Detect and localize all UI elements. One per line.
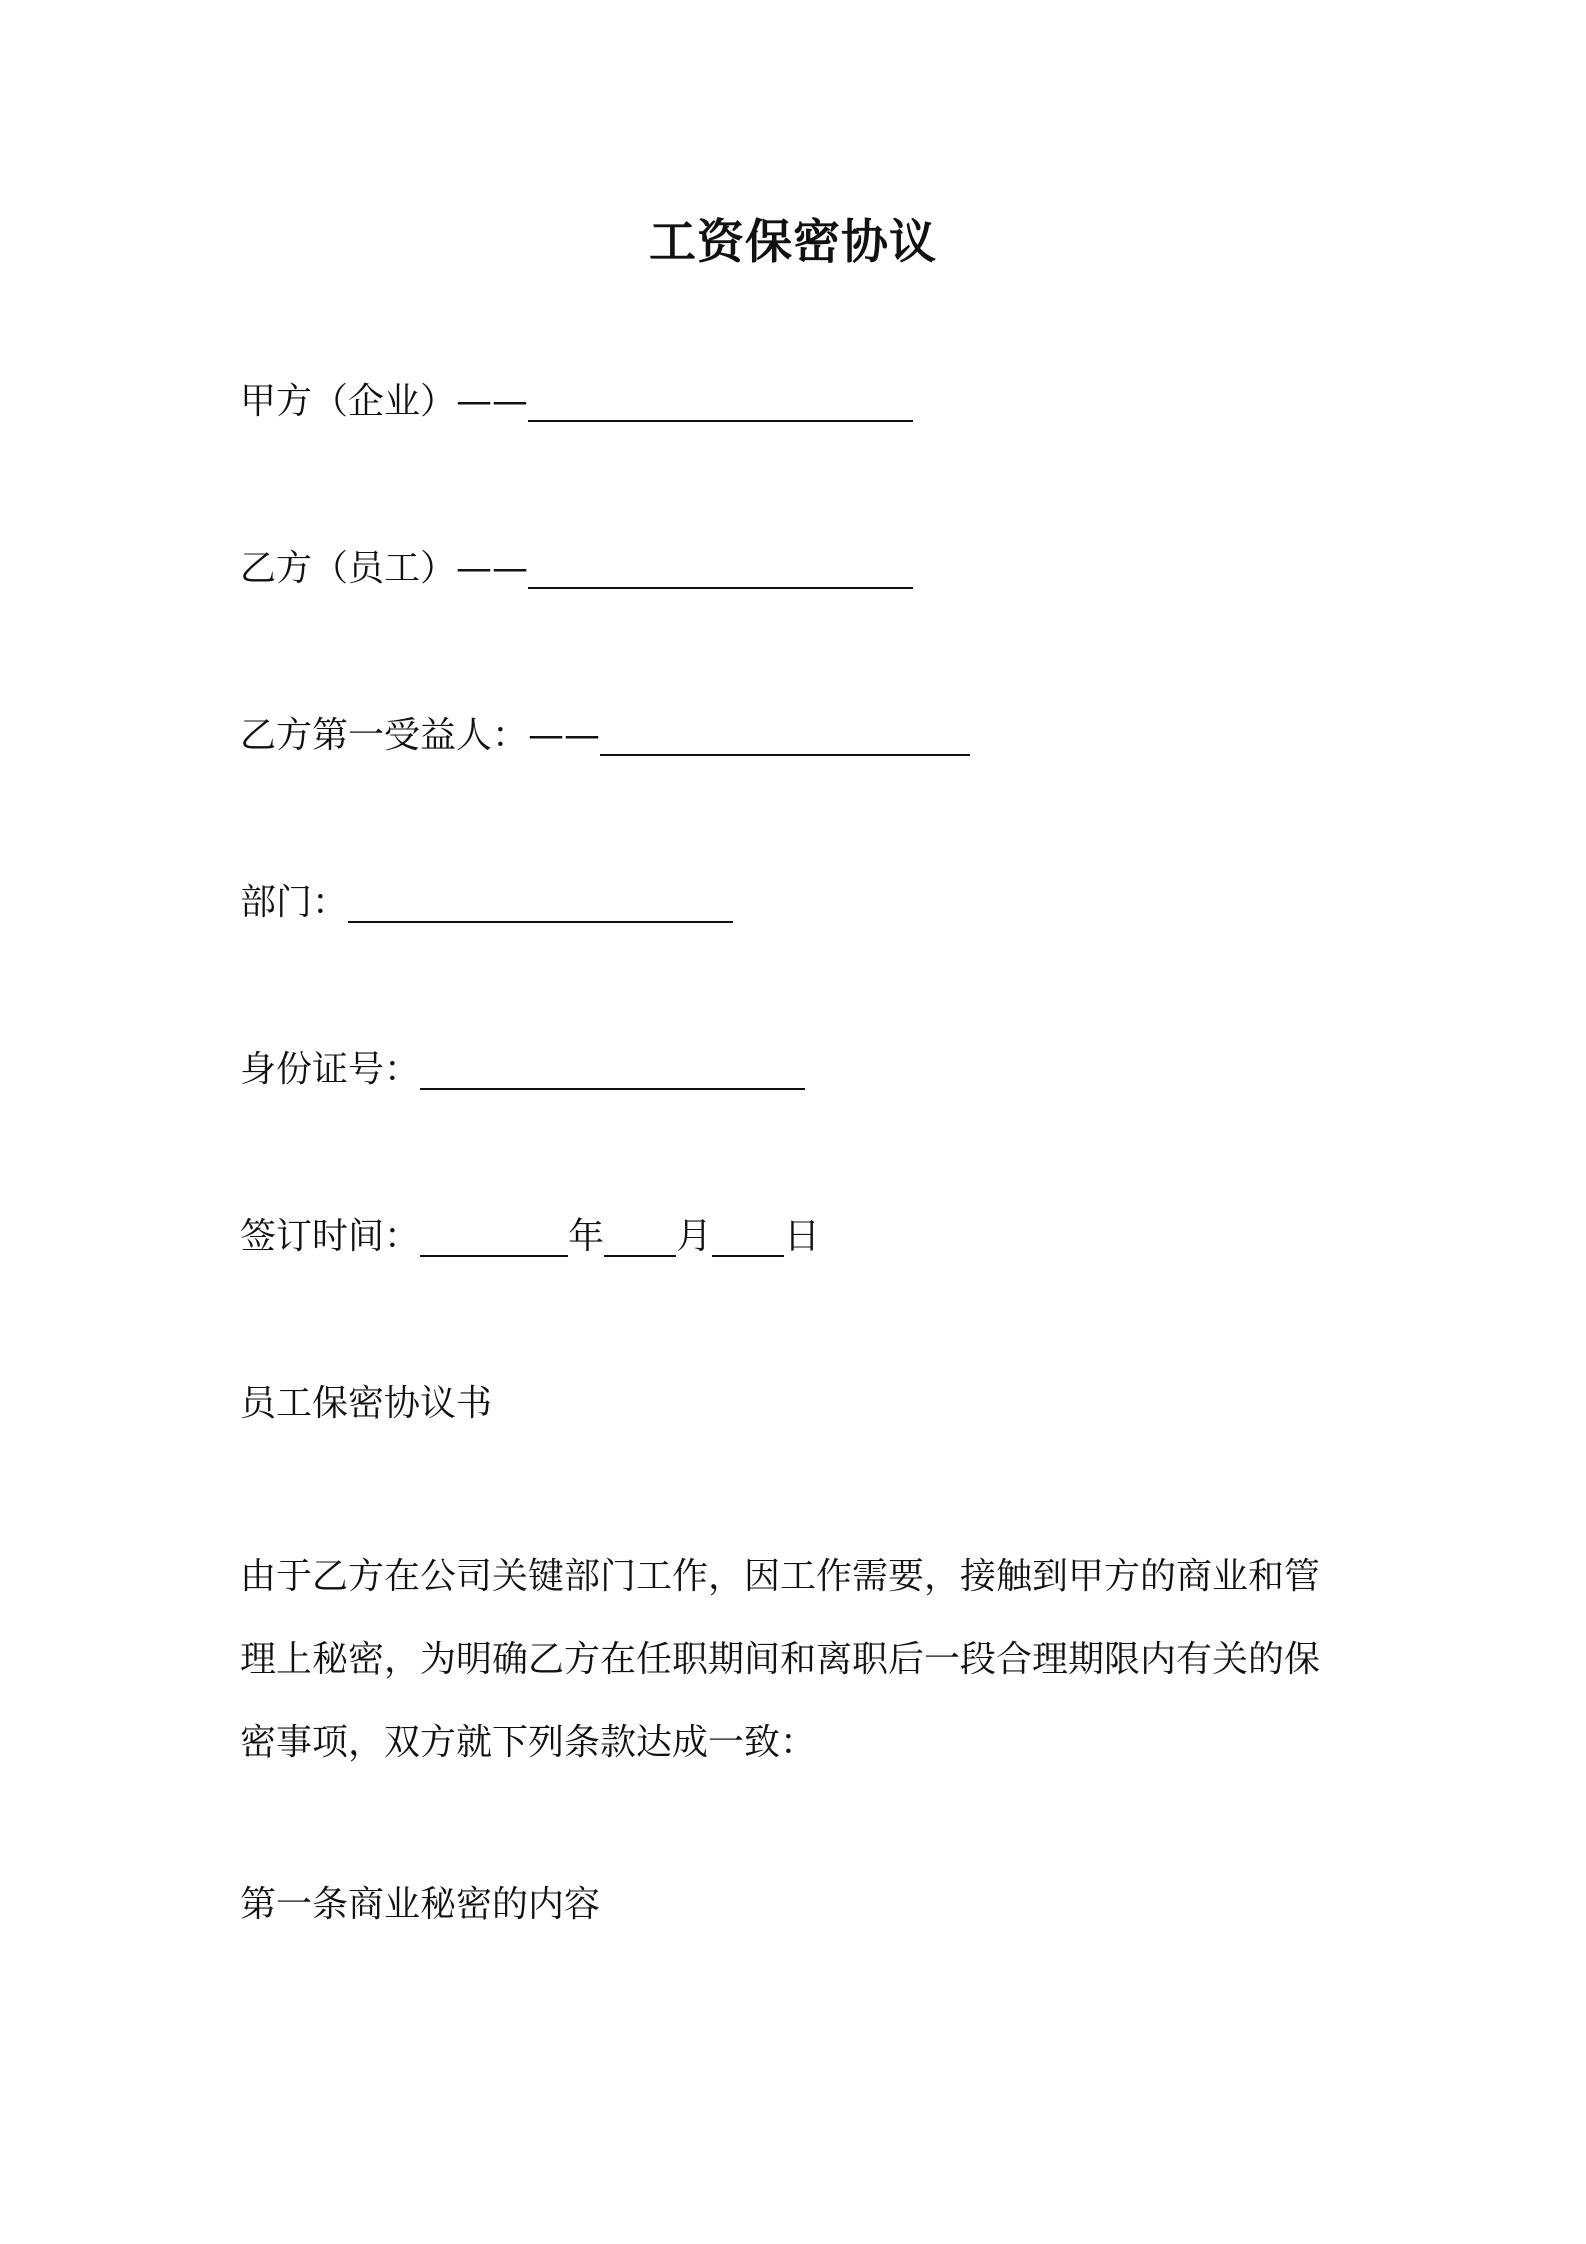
id-number-line: [240, 1048, 805, 1092]
day-blank[interactable]: [712, 1217, 784, 1257]
year-label: 年: [568, 1216, 605, 1257]
subtitle: [240, 1382, 492, 1426]
department-line: [240, 881, 733, 925]
id-number-label: 身份证号：: [240, 1049, 421, 1090]
id-number-blank[interactable]: [420, 1050, 805, 1090]
month-blank[interactable]: [604, 1217, 676, 1257]
month-label: 月: [676, 1216, 713, 1257]
year-blank[interactable]: [420, 1217, 568, 1257]
beneficiary-line: [240, 714, 970, 758]
sign-date-line: [240, 1215, 820, 1259]
beneficiary-label: 乙方第一受益人：——: [240, 715, 601, 756]
party-b-blank[interactable]: [528, 549, 913, 589]
day-label: 日: [784, 1216, 821, 1257]
beneficiary-blank[interactable]: [600, 716, 970, 756]
party-b-line: [240, 547, 913, 591]
party-b-label: 乙方（员工）——: [240, 548, 529, 589]
intro-line: 由于乙方在公司关键部门工作，因工作需要，接触到甲方的商业和管: [240, 1556, 1321, 1597]
intro-line: 理上秘密，为明确乙方在任职期间和离职后一段合理期限内有关的保: [240, 1639, 1321, 1680]
document-title: 工资保密协议: [649, 215, 937, 270]
department-blank[interactable]: [348, 883, 733, 923]
article-1-heading: [240, 1883, 600, 1927]
party-a-label: 甲方（企业）——: [240, 381, 529, 422]
intro-paragraph: [240, 1535, 1360, 1784]
subtitle-text: 员工保密协议书: [240, 1383, 493, 1424]
party-a-line: [240, 380, 913, 424]
intro-line: 密事项，双方就下列条款达成一致：: [240, 1722, 817, 1763]
article-1-text: 第一条商业秘密的内容: [240, 1884, 601, 1925]
party-a-blank[interactable]: [528, 382, 913, 422]
department-label: 部门：: [240, 882, 349, 923]
sign-date-label: 签订时间：: [240, 1216, 421, 1257]
